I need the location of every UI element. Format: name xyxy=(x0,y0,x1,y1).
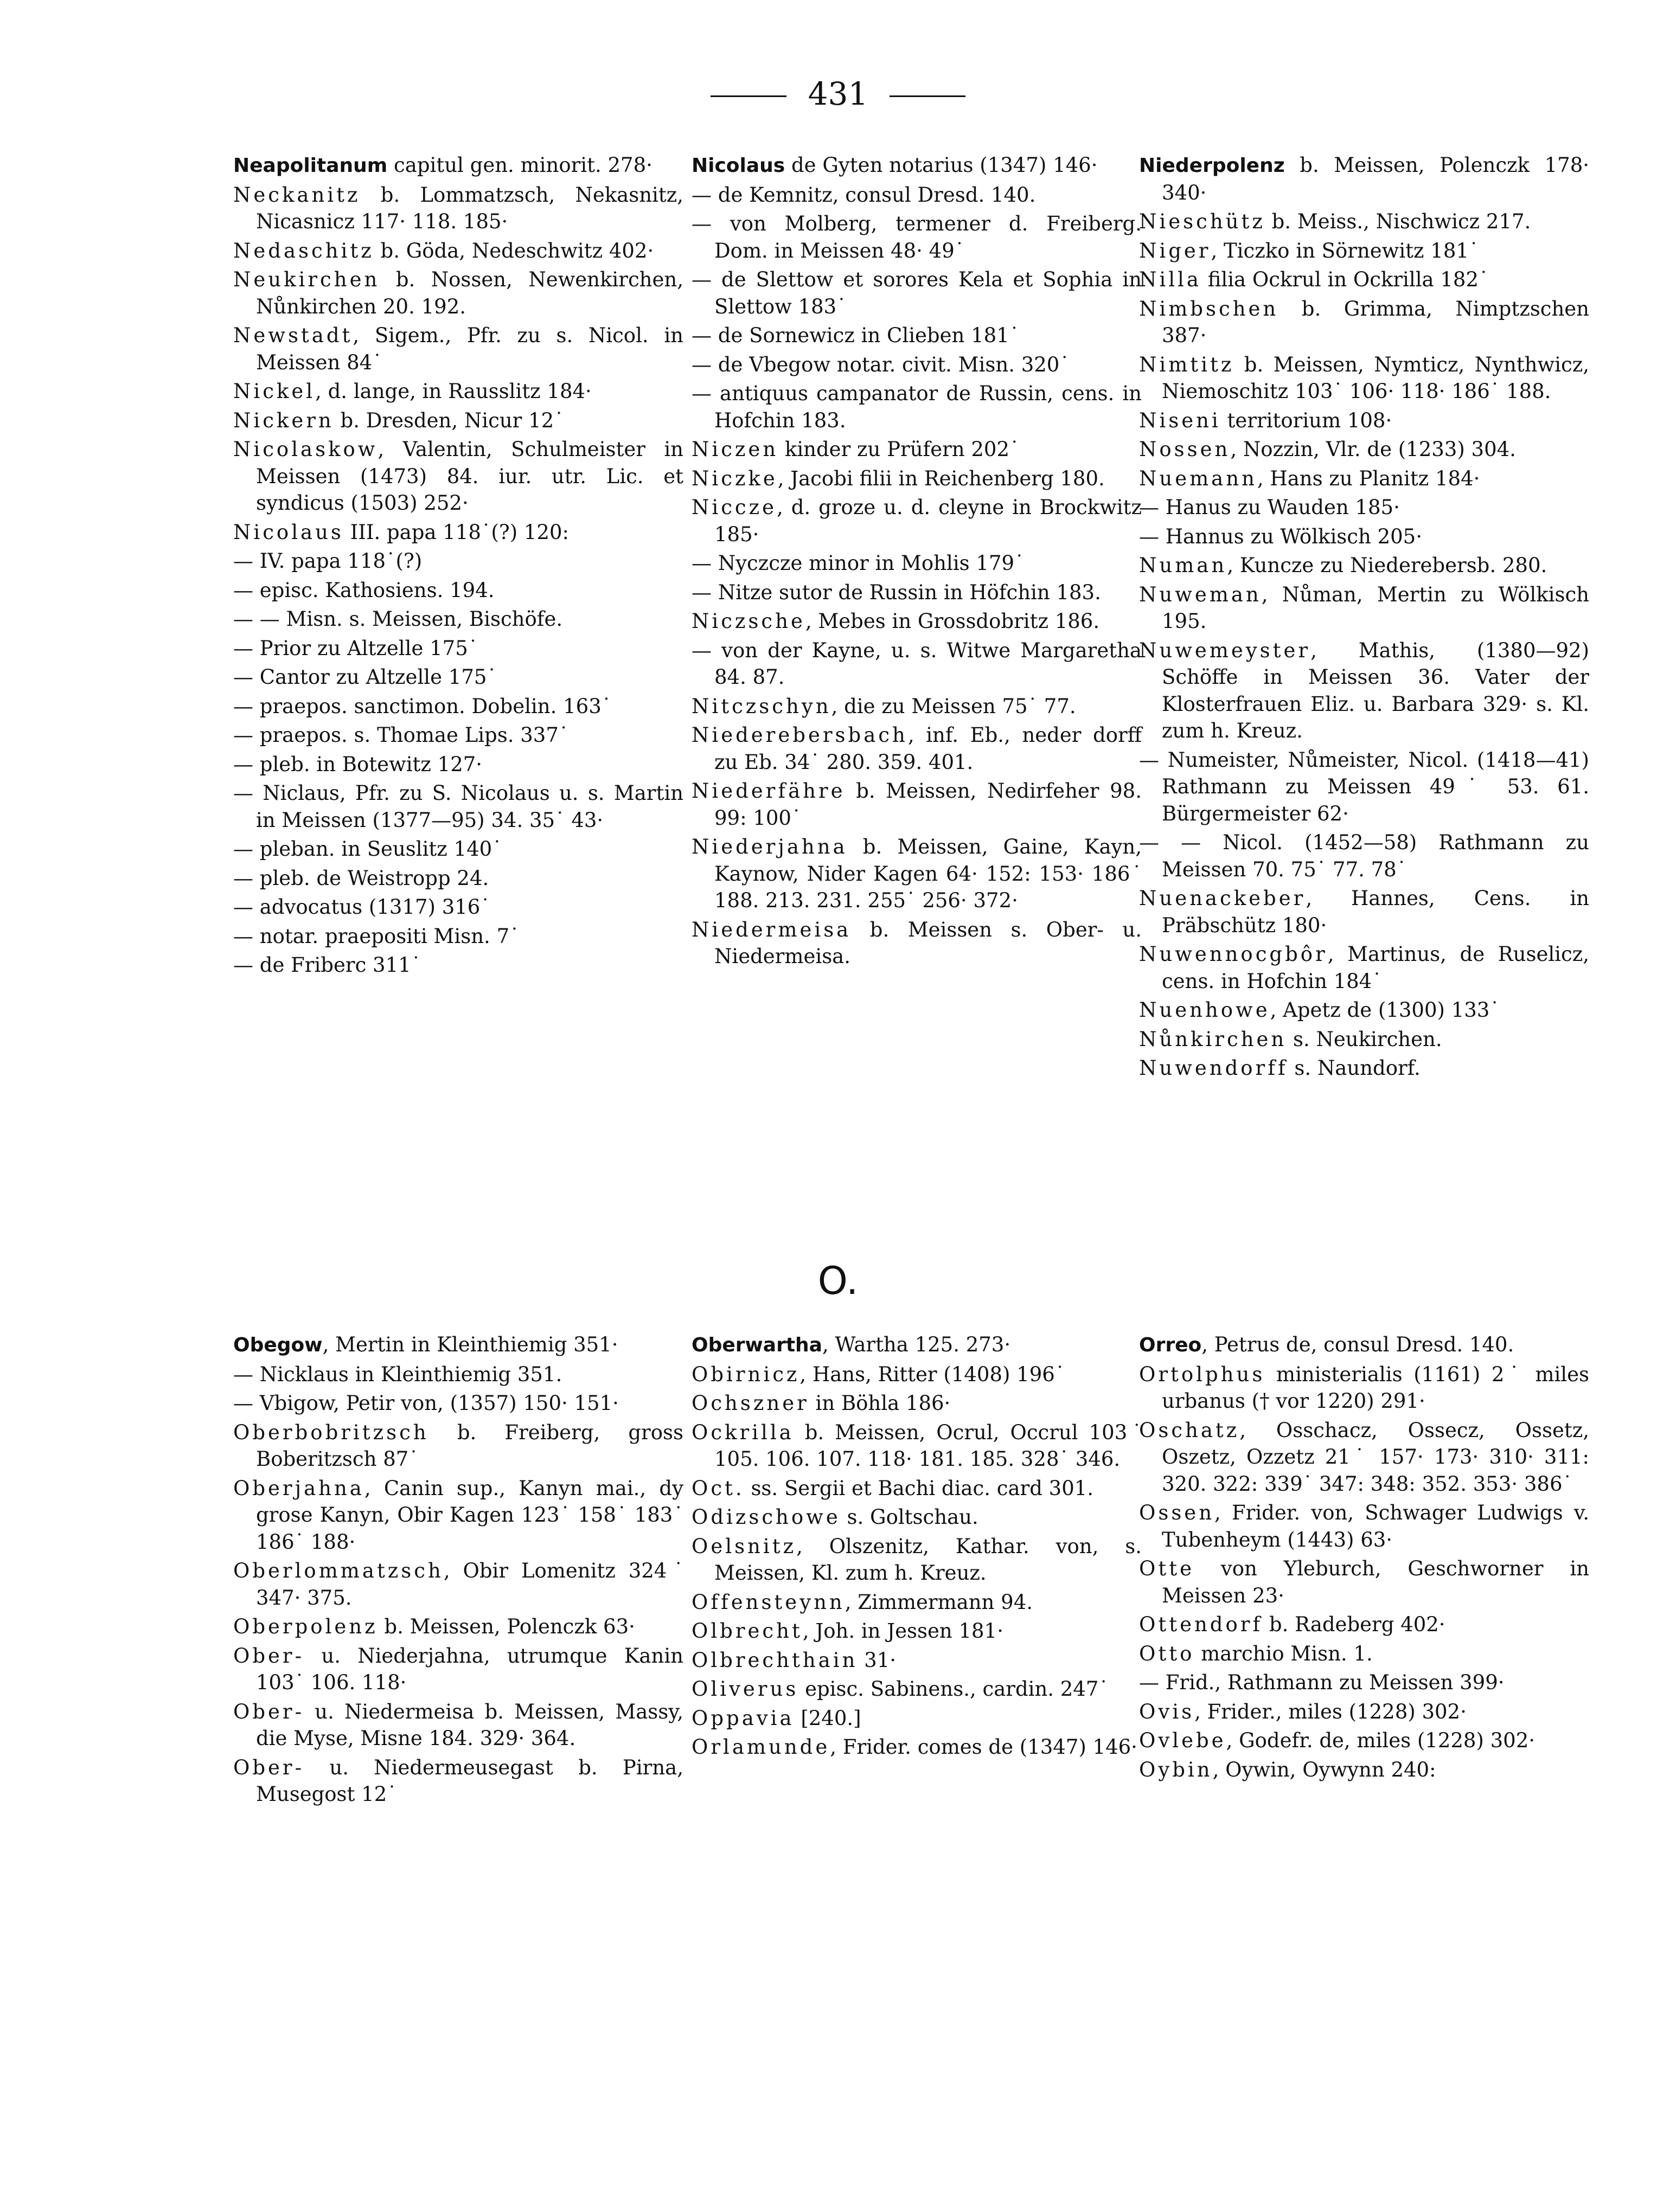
entry-text: b. Radeberg 402· xyxy=(1263,1613,1445,1636)
index-entry xyxy=(233,1361,683,1388)
index-column-bottom-3 xyxy=(1139,1331,1589,1785)
page-number: 431 xyxy=(0,75,1676,113)
entry-text: — von der Kayne, u. s. Witwe Margaretha 84. 87. xyxy=(692,638,1142,689)
index-entry xyxy=(1139,407,1589,434)
entry-text: u. Niedermeisa b. Meissen, Massy, die Myse, Misne 184. 329· 364. xyxy=(256,1700,683,1750)
entry-text: , Hannes, Cens. in Präbschütz 180· xyxy=(1162,887,1589,937)
entry-text: , Apetz de (1300) 133˙ xyxy=(1270,998,1500,1022)
entry-text: b. Dresden, Nicur 12˙ xyxy=(334,408,564,432)
entry-headword: Nieschütz xyxy=(1139,210,1265,233)
entry-headword: Ockrilla xyxy=(692,1420,794,1444)
entry-headword: Nitczschyn xyxy=(692,694,831,718)
index-entry xyxy=(1139,351,1589,405)
entry-text: , Oywin, Oywynn 240: xyxy=(1212,1758,1436,1781)
entry-text: [240.] xyxy=(794,1706,861,1730)
entry-headword: Ober- xyxy=(233,1755,305,1779)
header-rule-right xyxy=(890,95,965,97)
entry-text: de Gyten notarius (1347) 146· xyxy=(785,153,1098,177)
entry-text: u. Niederjahna, utrumque Kanin 103˙ 106. 118· xyxy=(256,1644,683,1694)
entry-text: — de Kemnitz, consul Dresd. 140. xyxy=(692,183,1036,207)
entry-text: , Joh. in Jessen 181· xyxy=(802,1619,1003,1643)
index-entry xyxy=(692,1419,1142,1473)
entry-text: , d. groze u. d. cleyne in Brockwitz 185· xyxy=(714,496,1142,546)
entry-text: von Yleburch, Geschworner in Meissen 23· xyxy=(1162,1557,1589,1607)
entry-text: , Obir Lomenitz 324˙ 347· 375. xyxy=(256,1559,683,1610)
index-entry xyxy=(233,548,683,575)
index-entry xyxy=(692,494,1142,548)
index-entry xyxy=(1139,552,1589,579)
index-entry xyxy=(233,722,683,749)
entry-headword: Neukirchen xyxy=(233,268,380,291)
index-entry xyxy=(233,238,683,265)
entry-text: , Frider. comes de (1347) 146· xyxy=(830,1735,1137,1759)
entry-headword: Nimtitz xyxy=(1139,352,1234,376)
entry-text: , Nůman, Mertin zu Wölkisch 195. xyxy=(1162,582,1589,633)
index-entry xyxy=(1139,1499,1589,1553)
entry-headword: Nickern xyxy=(233,408,334,432)
entry-headword: Ober- xyxy=(233,1644,305,1668)
entry-text: , inf. Eb., neder dorff zu Eb. 34˙ 280. 359. 401. xyxy=(714,723,1142,774)
index-entry xyxy=(692,778,1142,831)
index-entry xyxy=(692,1618,1142,1645)
index-entry xyxy=(233,780,683,833)
index-entry xyxy=(1139,208,1589,235)
entry-text: — IV. papa 118˙(?) xyxy=(233,549,423,573)
entry-headword: Obegow xyxy=(233,1334,323,1356)
index-entry xyxy=(233,1643,683,1696)
entry-headword: Oliverus xyxy=(692,1677,799,1701)
index-entry xyxy=(692,351,1142,379)
index-entry xyxy=(692,152,1142,179)
entry-headword: Nuemann xyxy=(1139,466,1257,490)
index-entry xyxy=(1139,1361,1589,1415)
index-entry xyxy=(1139,1640,1589,1668)
entry-headword: Nuweman xyxy=(1139,582,1262,606)
index-entry xyxy=(233,1698,683,1752)
entry-headword: Oberwartha xyxy=(692,1334,822,1356)
entry-text: — Niclaus, Pfr. zu S. Nicolaus u. s. Martin in Meissen (1377—95) 34. 35˙ 43· xyxy=(233,781,683,832)
index-entry xyxy=(233,322,683,376)
index-entry xyxy=(1139,637,1589,745)
entry-headword: Newstadt xyxy=(233,324,353,347)
index-column-bottom-1 xyxy=(233,1331,683,1810)
index-entry xyxy=(692,1705,1142,1732)
entry-text: , Nozzin, Vlr. de (1233) 304. xyxy=(1230,438,1516,461)
index-entry xyxy=(233,436,683,517)
entry-headword: Oschatz xyxy=(1139,1418,1240,1442)
entry-headword: Ovis xyxy=(1139,1700,1195,1723)
index-entry xyxy=(692,1734,1142,1761)
entry-text: , Osschacz, Ossecz, Ossetz, Oszetz, Ozzetz 21˙ 157· 173· 310· 311: 320. 322: 339˙ 347: 348: 352. 353· 386˙ xyxy=(1162,1418,1589,1496)
index-entry xyxy=(233,952,683,979)
entry-text: — Hanus zu Wauden 185· xyxy=(1139,496,1400,519)
index-entry xyxy=(233,519,683,546)
entry-text: — Nitze sutor de Russin in Höfchin 183. xyxy=(692,580,1101,604)
entry-headword: Offensteynn xyxy=(692,1590,845,1614)
index-entry xyxy=(692,693,1142,720)
index-entry xyxy=(692,608,1142,635)
entry-text: — de Slettow et sorores Kela et Sophia in Slettow 183˙ xyxy=(692,268,1142,318)
entry-text: b. Freiberg, gross Boberitzsch 87˙ xyxy=(256,1420,683,1471)
index-entry xyxy=(233,407,683,434)
index-entry xyxy=(692,550,1142,577)
entry-text: , Jacobi filii in Reichenberg 180. xyxy=(777,466,1105,490)
entry-text: , Martinus, de Ruselicz, cens. in Hofchin 184˙ xyxy=(1162,942,1589,993)
entry-headword: Oberjahna xyxy=(233,1476,364,1500)
index-entry xyxy=(692,1504,1142,1531)
index-entry xyxy=(692,380,1142,434)
entry-headword: Olbrecht xyxy=(692,1619,803,1643)
index-entry xyxy=(1139,941,1589,995)
index-entry xyxy=(1139,1417,1589,1498)
entry-text: — praepos. sanctimon. Dobelin. 163˙ xyxy=(233,694,612,718)
entry-headword: Ovlebe xyxy=(1139,1729,1226,1752)
entry-text: , Zimmermann 94. xyxy=(845,1590,1033,1614)
index-entry xyxy=(233,1475,683,1556)
entry-text: capitul gen. minorit. 278· xyxy=(387,153,653,177)
entry-text: — episc. Kathosiens. 194. xyxy=(233,578,495,602)
index-entry xyxy=(233,152,683,179)
index-entry xyxy=(692,579,1142,606)
entry-text: b. Göda, Nedeschwitz 402· xyxy=(374,239,654,262)
index-entry xyxy=(692,465,1142,492)
entry-text: s. Goltschau. xyxy=(840,1505,978,1529)
index-entry xyxy=(1139,1026,1589,1053)
entry-headword: Oberbobritzsch xyxy=(233,1420,429,1444)
index-entry xyxy=(1139,494,1589,521)
entry-headword: Nicolaus xyxy=(233,520,344,544)
entry-text: marchio Misn. 1. xyxy=(1194,1642,1373,1665)
entry-headword: Oybin xyxy=(1139,1758,1213,1781)
index-entry xyxy=(1139,1727,1589,1754)
entry-text: 31· xyxy=(858,1648,897,1672)
index-entry xyxy=(1139,1555,1589,1609)
entry-text: , Canin sup., Kanyn mai., dy grose Kanyn, Obir Kagen 123˙ 158˙ 183˙ 186˙ 188· xyxy=(256,1476,683,1554)
entry-text: b. Meissen, Ocrul, Occrul 103˙ 105. 106. 107. 118· 181. 185. 328˙ 346. xyxy=(714,1420,1142,1471)
entry-text: territorium 108· xyxy=(1220,408,1392,432)
index-entry xyxy=(1139,1055,1589,1082)
entry-text: — von Molberg, termener d. Freiberg. Dom. in Meissen 48· 49˙ xyxy=(692,212,1142,262)
entry-headword: Nedaschitz xyxy=(233,239,374,262)
entry-text: — de Vbegow notar. civit. Misn. 320˙ xyxy=(692,352,1070,376)
entry-text: , Mertin in Kleinthiemig 351· xyxy=(322,1333,618,1356)
index-entry xyxy=(233,182,683,235)
entry-text: — — Nicol. (1452—58) Rathmann zu Meissen 70. 75˙ 77. 78˙ xyxy=(1139,831,1589,881)
entry-text: — pleb. in Botewitz 127· xyxy=(233,752,483,776)
entry-headword: Ossen xyxy=(1139,1501,1215,1524)
entry-text: — antiquus campanator de Russin, cens. in Hofchin 183. xyxy=(692,382,1142,432)
entry-text: b. Lommatzsch, Nekasnitz, Nicasnicz 117· 118. 185· xyxy=(256,183,683,233)
entry-headword: Orreo xyxy=(1139,1334,1202,1356)
index-entry xyxy=(692,1589,1142,1616)
entry-text: kinder zu Prüfern 202˙ xyxy=(778,438,1020,461)
entry-headword: Odizschowe xyxy=(692,1505,841,1529)
entry-text: , Hans zu Planitz 184· xyxy=(1257,466,1480,490)
entry-text: , Hans, Ritter (1408) 196˙ xyxy=(799,1362,1065,1386)
entry-text: , Kuncze zu Niederebersb. 280. xyxy=(1227,554,1547,577)
index-entry xyxy=(233,1557,683,1611)
index-entry xyxy=(233,635,683,662)
entry-text: — notar. praepositi Misn. 7˙ xyxy=(233,924,520,948)
entry-text: , Petrus de, consul Dresd. 140. xyxy=(1201,1333,1514,1356)
index-entry xyxy=(233,1390,683,1417)
header-rule-left xyxy=(711,95,786,97)
entry-text: u. Niedermeusegast b. Pirna, Musegost 12˙ xyxy=(256,1755,683,1806)
entry-text: III. papa 118˙(?) 120: xyxy=(343,520,569,544)
entry-headword: Ochszner xyxy=(692,1392,809,1415)
entry-text: — — Misn. s. Meissen, Bischöfe. xyxy=(233,607,563,631)
index-entry xyxy=(692,916,1142,970)
index-entry xyxy=(1139,885,1589,939)
index-column-top-1 xyxy=(233,152,683,981)
index-entry xyxy=(1139,997,1589,1024)
index-entry xyxy=(233,751,683,778)
index-entry xyxy=(1139,1698,1589,1726)
index-entry xyxy=(692,1390,1142,1417)
entry-text: episc. Sabinens., cardin. 247˙ xyxy=(798,1677,1109,1701)
index-entry xyxy=(1139,1756,1589,1784)
index-entry xyxy=(1139,152,1589,206)
index-entry xyxy=(692,436,1142,463)
entry-headword: Orlamunde xyxy=(692,1735,830,1759)
entry-text: , Godefr. de, miles (1228) 302· xyxy=(1226,1729,1536,1752)
index-entry xyxy=(233,923,683,950)
entry-headword: Oberpolenz xyxy=(233,1615,378,1638)
entry-text: — Numeister, Nůmeister, Nicol. (1418—41) Rathmann zu Meissen 49˙ 53. 61. Bürgermeister 62· xyxy=(1139,748,1589,825)
entry-text: , Sigem., Pfr. zu s. Nicol. in Meissen 84˙ xyxy=(256,324,683,374)
index-entry xyxy=(692,722,1142,775)
entry-text: , d. lange, in Rausslitz 184· xyxy=(315,380,592,403)
index-entry xyxy=(233,577,683,604)
index-entry xyxy=(233,606,683,633)
entry-headword: Niseni xyxy=(1139,408,1221,432)
entry-headword: Oct. xyxy=(692,1476,745,1500)
entry-headword: Ortolphus xyxy=(1139,1362,1265,1386)
entry-headword: Otte xyxy=(1139,1557,1194,1580)
entry-headword: Nimbschen xyxy=(1139,297,1279,320)
entry-headword: Nůnkirchen xyxy=(1139,1027,1287,1051)
entry-headword: Nuwennocgbôr xyxy=(1139,942,1328,966)
entry-text: in Böhla 186· xyxy=(809,1392,951,1415)
entry-headword: Niczke xyxy=(692,466,778,490)
index-entry xyxy=(1139,523,1589,550)
index-entry xyxy=(1139,238,1589,265)
entry-text: , Olszenitz, Kathar. von, s. Meissen, Kl. zum h. Kreuz. xyxy=(714,1534,1142,1585)
entry-text: b. Meissen, Nymticz, Nynthwicz, Niemoschitz 103˙ 106· 118· 186˙ 188. xyxy=(1162,352,1589,403)
index-entry xyxy=(692,266,1142,320)
index-entry xyxy=(233,1419,683,1473)
entry-text: b. Meissen, Nedirfeher 98. 99: 100˙ xyxy=(714,779,1142,830)
entry-text: b. Meissen, Polenczk 63· xyxy=(378,1615,635,1638)
entry-headword: Niger xyxy=(1139,239,1211,262)
index-column-top-3 xyxy=(1139,152,1589,1084)
entry-headword: Niederebersbach xyxy=(692,723,908,747)
entry-text: ss. Sergii et Bachi diac. card 301. xyxy=(744,1476,1094,1500)
entry-headword: Nuenackeber xyxy=(1139,887,1306,910)
index-entry xyxy=(233,1613,683,1640)
index-entry xyxy=(1139,1669,1589,1696)
entry-headword: Niczen xyxy=(692,438,779,461)
index-entry xyxy=(1139,266,1589,293)
entry-text: b. Meissen, Polenczk 178· 340· xyxy=(1162,153,1589,204)
index-entry xyxy=(233,664,683,691)
entry-headword: Oelsnitz xyxy=(692,1534,797,1558)
entry-text: filia Ockrul in Ockrilla 182˙ xyxy=(1201,268,1489,291)
entry-headword: Oberlommatzsch xyxy=(233,1559,444,1582)
entry-headword: Niccze xyxy=(692,496,777,519)
entry-text: — Nicklaus in Kleinthiemig 351. xyxy=(233,1362,562,1386)
entry-text: — praepos. s. Thomae Lips. 337˙ xyxy=(233,723,569,747)
entry-text: b. Nossen, Newenkirchen, Nůnkirchen 20. 192. xyxy=(256,268,683,318)
entry-text: ministerialis (1161) 2˙ miles urbanus († vor 1220) 291· xyxy=(1162,1362,1589,1413)
entry-headword: Niederpolenz xyxy=(1139,155,1285,177)
entry-headword: Nuwemeyster xyxy=(1139,638,1311,662)
entry-text: , Frider. von, Schwager Ludwigs v. Tubenheym (1443) 63· xyxy=(1162,1501,1589,1551)
entry-text: — Frid., Rathmann zu Meissen 399· xyxy=(1139,1671,1505,1694)
entry-text: — de Sornewicz in Clieben 181˙ xyxy=(692,324,1020,347)
entry-headword: Oppavia xyxy=(692,1706,795,1730)
index-entry xyxy=(692,1331,1142,1359)
index-entry xyxy=(692,1647,1142,1674)
entry-text: s. Naundorf. xyxy=(1288,1056,1421,1080)
entry-headword: Niedermeisa xyxy=(692,918,852,941)
index-entry xyxy=(692,833,1142,914)
entry-headword: Nickel xyxy=(233,380,316,403)
index-entry xyxy=(233,266,683,320)
entry-headword: Neckanitz xyxy=(233,183,361,207)
entry-headword: Niederfähre xyxy=(692,779,846,803)
entry-text: — pleb. de Weistropp 24. xyxy=(233,866,489,890)
entry-text: b. Grimma, Nimptzschen 387· xyxy=(1162,297,1589,347)
index-entry xyxy=(233,836,683,863)
index-entry xyxy=(692,182,1142,209)
entry-headword: Niczsche xyxy=(692,610,805,633)
entry-headword: Nilla xyxy=(1139,268,1201,291)
entry-headword: Ober- xyxy=(233,1700,305,1723)
index-entry xyxy=(692,210,1142,264)
index-entry xyxy=(1139,829,1589,883)
index-entry xyxy=(1139,1611,1589,1638)
entry-headword: Niederjahna xyxy=(692,835,848,858)
entry-headword: Numan xyxy=(1139,554,1227,577)
entry-text: b. Meiss., Nischwicz 217. xyxy=(1265,210,1531,233)
entry-headword: Nuwendorff xyxy=(1139,1056,1288,1080)
entry-headword: Nossen xyxy=(1139,438,1231,461)
entry-headword: Neapolitanum xyxy=(233,155,388,177)
entry-text: , die zu Meissen 75˙ 77. xyxy=(831,694,1076,718)
entry-text: , Frider., miles (1228) 302· xyxy=(1194,1700,1467,1723)
entry-text: — Hannus zu Wölkisch 205· xyxy=(1139,524,1422,548)
index-entry xyxy=(1139,1331,1589,1359)
entry-text: , Mathis, (1380—92) Schöffe in Meissen 36. Vater der Klosterfrauen Eliz. u. Barbara 329· s. Kl. zum h. Kreuz. xyxy=(1162,638,1589,742)
entry-text: , Valentin, Schulmeister in Meissen (1473) 84. iur. utr. Lic. et syndicus (1503) 252· xyxy=(256,438,683,515)
entry-text: — Vbigow, Petir von, (1357) 150· 151· xyxy=(233,1392,619,1415)
entry-text: , Ticzko in Sörnewitz 181˙ xyxy=(1211,239,1479,262)
section-heading: O. xyxy=(817,1259,859,1303)
index-entry xyxy=(692,322,1142,349)
index-entry xyxy=(233,865,683,892)
entry-text: b. Meissen s. Ober- u. Niedermeisa. xyxy=(714,918,1142,968)
entry-text: — pleban. in Seuslitz 140˙ xyxy=(233,837,502,861)
entry-text: — Prior zu Altzelle 175˙ xyxy=(233,636,478,660)
entry-headword: Obirnicz xyxy=(692,1362,800,1386)
entry-headword: Nuenhowe xyxy=(1139,998,1270,1022)
index-entry xyxy=(1139,436,1589,463)
index-entry xyxy=(692,1533,1142,1587)
entry-text: , Wartha 125. 273· xyxy=(822,1333,1011,1356)
entry-headword: Nicolaskow xyxy=(233,438,378,461)
entry-headword: Nicolaus xyxy=(692,155,785,177)
index-entry xyxy=(233,693,683,720)
index-entry xyxy=(692,637,1142,691)
entry-text: — Nyczcze minor in Mohlis 179˙ xyxy=(692,552,1025,575)
index-entry xyxy=(1139,465,1589,492)
entry-text: — advocatus (1317) 316˙ xyxy=(233,895,490,919)
index-entry xyxy=(1139,581,1589,635)
entry-text: , Mebes in Grossdobritz 186. xyxy=(805,610,1100,633)
index-entry xyxy=(692,1361,1142,1388)
index-entry xyxy=(692,1676,1142,1703)
entry-text: s. Neukirchen. xyxy=(1287,1027,1442,1051)
index-entry xyxy=(233,894,683,921)
entry-headword: Ottendorf xyxy=(1139,1613,1263,1636)
entry-text: — de Friberc 311˙ xyxy=(233,953,421,977)
entry-headword: Olbrechthain xyxy=(692,1648,858,1672)
index-entry xyxy=(692,1475,1142,1502)
index-entry xyxy=(233,1331,683,1359)
index-column-top-2 xyxy=(692,152,1142,972)
index-entry xyxy=(1139,296,1589,349)
index-entry xyxy=(1139,747,1589,828)
entry-text: — Cantor zu Altzelle 175˙ xyxy=(233,665,497,689)
entry-headword: Otto xyxy=(1139,1642,1195,1665)
index-entry xyxy=(233,378,683,405)
index-entry xyxy=(233,1754,683,1808)
entry-text: b. Meissen, Gaine, Kayn, Kaynow, Nider Kagen 64· 152: 153· 186˙ 188. 213. 231. 255˙ 256· 372· xyxy=(714,835,1142,912)
index-column-bottom-2 xyxy=(692,1331,1142,1763)
